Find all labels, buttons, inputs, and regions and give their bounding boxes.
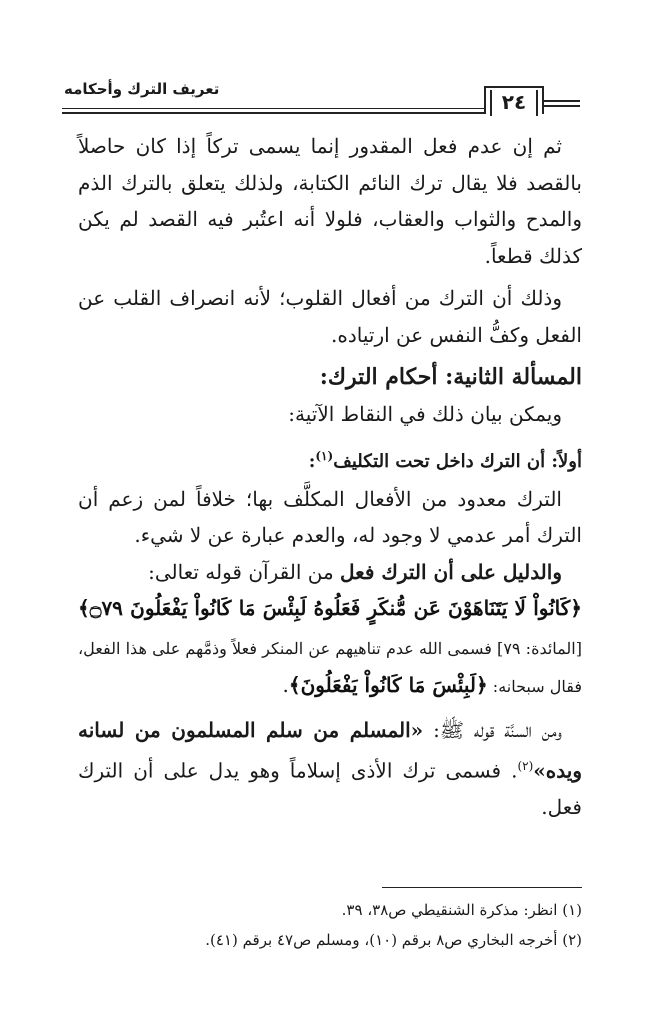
footnote-ref: (٢) bbox=[517, 759, 534, 773]
paragraph: ويمكن بيان ذلك في النقاط الآتية: bbox=[288, 401, 562, 426]
paragraph bbox=[78, 554, 582, 591]
footnote: (٢) أخرجه البخاري ص٨ برقم (١٠)، ومسلم ص٤٧ برقم (٤١). bbox=[205, 931, 582, 949]
footnote-separator bbox=[382, 887, 582, 888]
paragraph bbox=[78, 590, 582, 706]
paragraph: ثم إن عدم فعل المقدور إنما يسمى تركاً إذا كان حاصلاً بالقصد فلا يقال ترك النائم الكتابة، ولذلك يتعلق بالترك الذم والمدح والثواب والعقاب، فلولا أنه اعتُبر فيه القصد لم يكن كذلك قطعاً. bbox=[78, 134, 582, 268]
running-title: تعريف الترك وأحكامه bbox=[64, 80, 220, 98]
paragraph: الترك معدود من الأفعال المكلَّف بها؛ خلافاً لمن زعم أن الترك أمر عدمي لا وجود له، والعدم عبارة عن لا شيء. bbox=[78, 486, 582, 547]
quran-verse: ﴿كَانُواْ لَا يَتَنَاهَوْنَ عَن مُّنكَرٍ فَعَلُوهُ لَبِئْسَ مَا كَانُواْ يَفْعَلُونَ ۝٧٩﴾ bbox=[78, 596, 582, 620]
page-header bbox=[0, 0, 661, 130]
subsection-heading bbox=[78, 438, 582, 481]
emphasis: والدليل على أن الترك فعل bbox=[340, 559, 562, 584]
section-heading: المسألة الثانية: أحكام الترك: bbox=[319, 364, 582, 390]
text: . فسمى ترك الأذى إسلاماً وهو يدل على أن الترك فعل. bbox=[78, 758, 582, 820]
footnote: (١) انظر: مذكرة الشنقيطي ص٣٨، ٣٩. bbox=[341, 901, 582, 919]
footnotes bbox=[90, 895, 582, 955]
hadith: «المسلم من سلم المسلمون من لسانه ويده» bbox=[78, 717, 582, 783]
page-number: ٢٤ bbox=[484, 86, 544, 114]
text: ومن السنَّة قوله ﷺ: bbox=[423, 717, 562, 742]
quran-verse: ﴿لَبِئْسَ مَا كَانُواْ يَفْعَلُونَ﴾ bbox=[288, 673, 488, 697]
header-rule bbox=[544, 105, 580, 107]
paragraph: وذلك أن الترك من أفعال القلوب؛ لأنه انصراف القلب عن الفعل وكفُّ النفس عن ارتياده. bbox=[78, 286, 582, 347]
header-rule bbox=[62, 112, 486, 114]
body-text bbox=[78, 128, 582, 826]
verse-reference: [المائدة: ٧٩] فسمى الله عدم تناهيهم عن المنكر فعلاً وذمَّهم على هذا الفعل، فقال سبحانه: bbox=[78, 638, 582, 696]
text: . bbox=[282, 673, 289, 697]
subsection-heading-text: أولاً: أن الترك داخل تحت التكليف bbox=[333, 451, 582, 472]
footnote-ref: (١) bbox=[315, 449, 334, 463]
paragraph bbox=[78, 712, 582, 826]
text: من القرآن قوله تعالى: bbox=[148, 559, 341, 584]
header-rule bbox=[544, 100, 580, 102]
subsection-heading-tail: : bbox=[308, 451, 316, 472]
header-rule bbox=[62, 108, 486, 109]
